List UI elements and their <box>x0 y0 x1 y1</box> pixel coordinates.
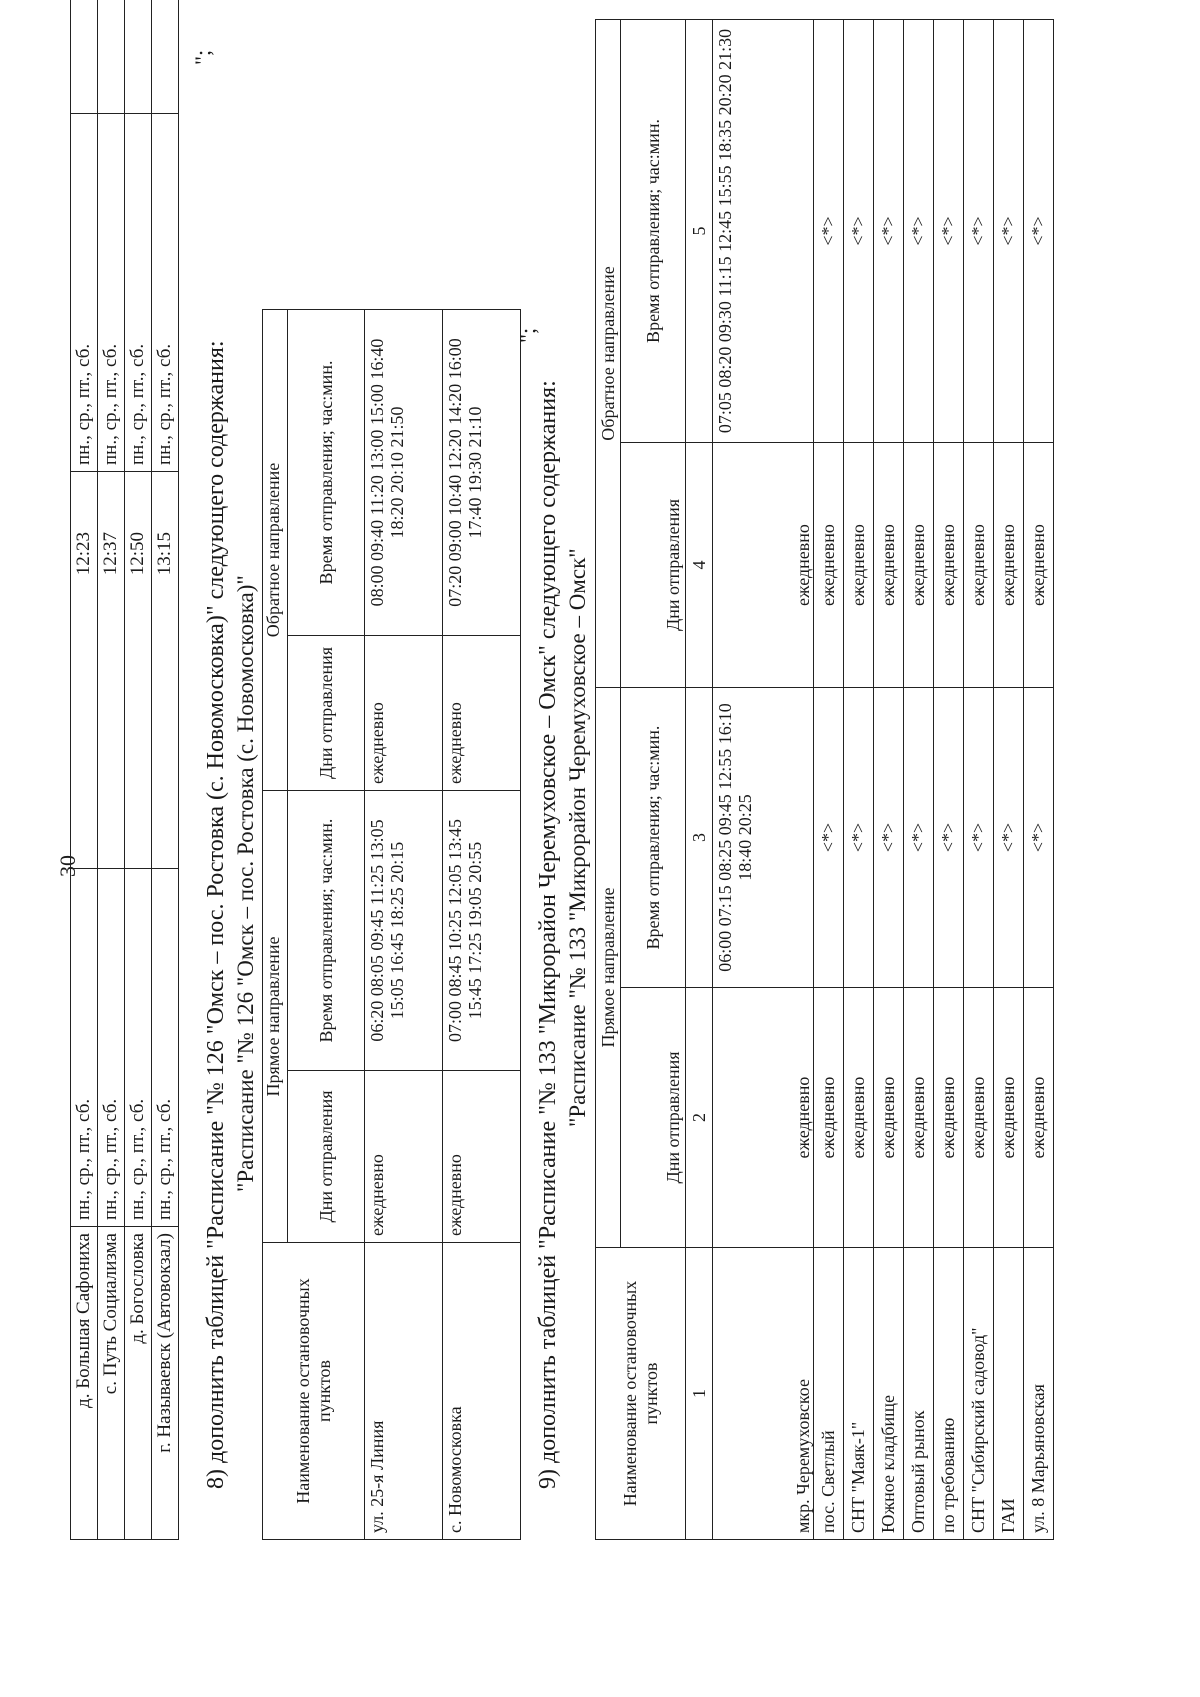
time-backward: <*> <box>904 19 934 442</box>
section-8-heading: 8) дополнить таблицей "Расписание "№ 126 "Омск – пос. Ростовка (с. Новомосковка)" следующего содержания: <box>203 340 229 1489</box>
days-backward: ежедневно <box>1024 443 1054 688</box>
column-number: 5 <box>686 19 713 442</box>
days-backward: ежедневно <box>365 636 443 791</box>
table-row <box>713 19 814 1539</box>
header-time-forward: Время отправления; час:мин. <box>621 688 686 988</box>
stop-name: с. Путь Социализма <box>98 1227 125 1540</box>
days-backward: пн., ср., пт., сб. <box>98 114 125 472</box>
table-row <box>443 309 521 1539</box>
stop-name: ГАИ <box>994 1248 1024 1540</box>
table-row <box>844 19 874 1539</box>
table-row <box>994 19 1024 1539</box>
time-backward: <*> <box>934 19 964 442</box>
header-days-forward: Дни отправления <box>288 1071 365 1243</box>
stop-name: мкр. Черемуховское <box>713 1248 814 1540</box>
days-backward: пн., ср., пт., сб. <box>125 114 152 472</box>
days-backward: ежедневно <box>874 443 904 688</box>
header-days-backward: Дни отправления <box>288 636 365 791</box>
stop-name: г. Называевск (Автовокзал) <box>152 1227 179 1540</box>
time-forward: <*> <box>1024 688 1054 988</box>
schedule-table-126 <box>262 309 521 1540</box>
column-number: 1 <box>686 1248 713 1540</box>
days-forward: ежедневно <box>874 988 904 1248</box>
days-backward: ежедневно <box>443 636 521 791</box>
time-forward: <*> <box>814 688 844 988</box>
days-forward: ежедневно <box>814 988 844 1248</box>
header-time-backward: Время отправления; час:мин. <box>288 309 365 635</box>
days-forward: ежедневно <box>934 988 964 1248</box>
header-stops: Наименование остановочных пунктов <box>596 1248 686 1540</box>
time-forward: 06:00 07:15 08:25 09:45 12:55 16:10 18:40 20:25 <box>713 688 814 988</box>
days-backward: ежедневно <box>713 443 814 688</box>
stop-name: д. Богословка <box>125 1227 152 1540</box>
time-backward: <*> <box>1024 19 1054 442</box>
days-forward: ежедневно <box>1024 988 1054 1248</box>
stop-name: СНТ "Сибирский садовод" <box>964 1248 994 1540</box>
table-row <box>814 19 844 1539</box>
time-backward: 07:20 09:00 10:40 12:20 14:20 16:00 17:40 19:30 21:10 <box>443 309 521 635</box>
column-number: 3 <box>686 688 713 988</box>
days-backward: ежедневно <box>994 443 1024 688</box>
time-forward: <*> <box>874 688 904 988</box>
section-9-subheading: "Расписание "№ 133 "Микрорайон Черемуховское – Омск" <box>565 548 590 1127</box>
time-backward: <*> <box>874 19 904 442</box>
days-backward: ежедневно <box>934 443 964 688</box>
stop-name: с. Новомосковка <box>443 1243 521 1540</box>
days-backward: пн., ср., пт., сб. <box>152 114 179 472</box>
table-row <box>934 19 964 1539</box>
days-forward: ежедневно <box>994 988 1024 1248</box>
table-row <box>152 0 179 1540</box>
time-forward: <*> <box>964 688 994 988</box>
days-backward: ежедневно <box>904 443 934 688</box>
days-forward: ежедневно <box>844 988 874 1248</box>
column-numbers-row <box>686 19 713 1539</box>
time-backward: <*> <box>994 19 1024 442</box>
table-row <box>964 19 994 1539</box>
header-backward: Обратное направление <box>263 309 288 790</box>
stop-name: Южное кладбище <box>874 1248 904 1540</box>
header-time-backward: Время отправления; час:мин. <box>621 19 686 442</box>
time-backward: <*> <box>964 19 994 442</box>
section-8-end-mark: "; <box>515 327 540 343</box>
days-backward: ежедневно <box>844 443 874 688</box>
stop-name: Оптовый рынок <box>904 1248 934 1540</box>
continuation-end-mark: "; <box>190 49 215 65</box>
stop-name: по требованию <box>934 1248 964 1540</box>
time-backward <box>152 0 179 114</box>
table-row <box>125 0 152 1540</box>
days-forward: ежедневно <box>904 988 934 1248</box>
stop-name: СНТ "Маяк-1" <box>844 1248 874 1540</box>
time-forward: 12:37 <box>98 472 125 869</box>
section-8-subheading: "Расписание "№ 126 "Омск – пос. Ростовка (с. Новомосковка)" <box>233 575 258 1192</box>
time-backward <box>98 0 125 114</box>
days-backward: ежедневно <box>814 443 844 688</box>
header-days-forward: Дни отправления <box>621 988 686 1248</box>
time-backward <box>125 0 152 114</box>
days-forward: пн., ср., пт., сб. <box>98 869 125 1227</box>
table-row <box>98 0 125 1540</box>
time-forward: 12:23 <box>71 472 98 869</box>
days-forward: ежедневно <box>443 1071 521 1243</box>
continuation-table <box>70 0 179 1540</box>
time-forward: 07:00 08:45 10:25 12:05 13:45 15:45 17:25 19:05 20:55 <box>443 791 521 1071</box>
time-backward: 07:05 08:20 09:30 11:15 12:45 15:55 18:35 20:20 21:30 <box>713 19 814 442</box>
column-number: 2 <box>686 988 713 1248</box>
header-days-backward: Дни отправления <box>621 443 686 688</box>
time-backward: <*> <box>844 19 874 442</box>
time-backward <box>71 0 98 114</box>
time-backward: <*> <box>814 19 844 442</box>
table-row <box>874 19 904 1539</box>
page-number: 30 <box>55 855 80 877</box>
days-forward: ежедневно <box>365 1071 443 1243</box>
stop-name: ул. 25-я Линия <box>365 1243 443 1540</box>
days-forward: ежедневно <box>713 988 814 1248</box>
header-stops: Наименование остановочных пунктов <box>263 1243 365 1540</box>
days-backward: пн., ср., пт., сб. <box>71 114 98 472</box>
schedule-table-133 <box>595 19 1054 1540</box>
column-number: 4 <box>686 443 713 688</box>
time-forward: 06:20 08:05 09:45 11:25 13:05 15:05 16:45 18:25 20:15 <box>365 791 443 1071</box>
days-backward: ежедневно <box>964 443 994 688</box>
time-forward: <*> <box>994 688 1024 988</box>
days-forward: пн., ср., пт., сб. <box>71 869 98 1227</box>
header-backward: Обратное направление <box>596 19 621 687</box>
header-forward: Прямое направление <box>596 688 621 1248</box>
table-row <box>71 0 98 1540</box>
time-forward: <*> <box>844 688 874 988</box>
header-forward: Прямое направление <box>263 791 288 1243</box>
stop-name: ул. 8 Марьяновская <box>1024 1248 1054 1540</box>
section-9-heading: 9) дополнить таблицей "Расписание "№ 133 "Микрорайон Черемуховское – Омск" следующего содержания: <box>535 380 561 1489</box>
stop-name: пос. Светлый <box>814 1248 844 1540</box>
header-time-forward: Время отправления; час:мин. <box>288 791 365 1071</box>
days-forward: пн., ср., пт., сб. <box>125 869 152 1227</box>
time-backward: 08:00 09:40 11:20 13:00 15:00 16:40 18:20 20:10 21:50 <box>365 309 443 635</box>
time-forward: <*> <box>904 688 934 988</box>
time-forward: 13:15 <box>152 472 179 869</box>
stop-name: д. Большая Сафониха <box>71 1227 98 1540</box>
days-forward: пн., ср., пт., сб. <box>152 869 179 1227</box>
time-forward: <*> <box>934 688 964 988</box>
table-row <box>904 19 934 1539</box>
time-forward: 12:50 <box>125 472 152 869</box>
table-row <box>1024 19 1054 1539</box>
days-forward: ежедневно <box>964 988 994 1248</box>
table-row <box>365 309 443 1539</box>
